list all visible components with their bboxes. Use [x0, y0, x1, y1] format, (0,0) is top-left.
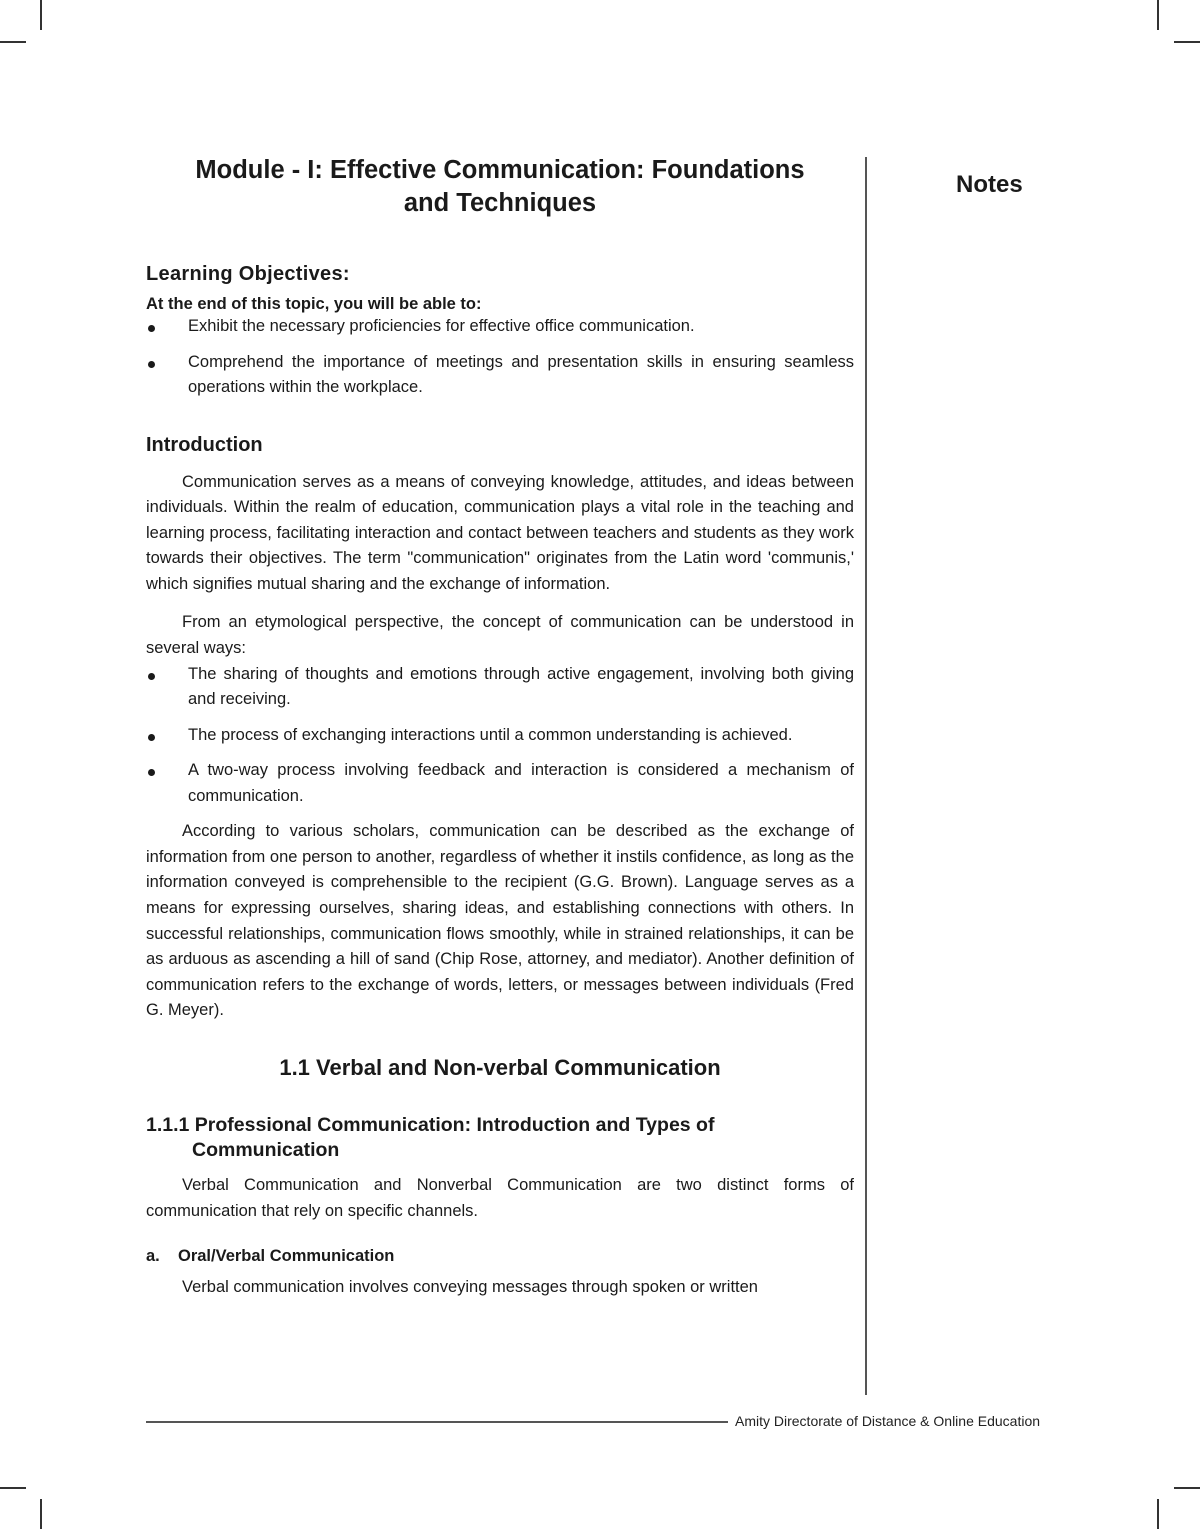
bullet-icon — [148, 361, 155, 368]
bullet-icon — [148, 673, 155, 680]
list-item — [146, 350, 854, 401]
footer-text: Amity Directorate of Distance & Online Education — [735, 1413, 1041, 1429]
definitions-paragraph: According to various scholars, communication can be described as the exchange of information from one person to another, regardless of whether it instils confidence, as long as the information conveyed is comprehensible to the recipient (G.G. Brown). Language serves as a means for expressing ourselves, sharing ideas, and establishing connections with others. In successful relationships, communication flows smoothly, while in strained relationships, it can be as arduous as ascending a hill of sand (Chip Rose, attorney, and mediator). Another definition of communication refers to the exchange of words, letters, or messages between individuals (Fred G. Meyer). — [146, 822, 854, 1020]
crop-mark — [1174, 1487, 1200, 1489]
notes-label: Notes — [956, 171, 1023, 198]
oral-communication-label: a. — [146, 1247, 160, 1266]
footer-rule — [146, 1421, 728, 1423]
page-title — [146, 154, 854, 220]
bullet-icon — [148, 734, 155, 741]
oral-communication-heading — [146, 1247, 854, 1266]
introduction-paragraph: Communication serves as a means of conveying knowledge, attitudes, and ideas between individuals. Within the realm of education, communication plays a vital role in the teaching and learning process, facilitating interaction and contact between teachers and students as they work towards their objectives. The term "communication" originates from the Latin word 'communis,' which signifies mutual sharing and the exchange of information. — [146, 472, 854, 593]
subsection-heading: 1.1.1 Professional Communication: Introduction and Types of Communication — [146, 1113, 715, 1161]
oral-communication-title: Oral/Verbal Communication — [178, 1247, 395, 1266]
list-item-text: Comprehend the importance of meetings and presentation skills in ensuring seamless operations within the workplace. — [188, 352, 854, 396]
crop-mark — [40, 0, 42, 30]
list-item-text: Exhibit the necessary proficiencies for effective office communication. — [188, 317, 695, 335]
crop-mark — [1157, 0, 1159, 30]
list-item — [146, 314, 854, 340]
bullet-icon — [148, 325, 155, 332]
list-item-text: The sharing of thoughts and emotions through active engagement, involving both giving and receiving. — [188, 664, 854, 709]
main-column — [146, 150, 854, 1301]
list-item — [146, 723, 854, 749]
bullet-icon — [148, 769, 155, 776]
learning-objectives-heading: Learning Objectives: — [146, 263, 350, 285]
list-item — [146, 758, 854, 809]
crop-mark — [1157, 1499, 1159, 1529]
crop-mark — [0, 41, 26, 43]
list-item — [146, 662, 854, 713]
learning-objectives-subheading: At the end of this topic, you will be able to: — [146, 295, 482, 313]
crop-mark — [40, 1499, 42, 1529]
page-title-line2: and Techniques — [403, 189, 597, 217]
page-title-line1: Module - I: Effective Communication: Foundations — [195, 156, 805, 184]
verbal-paragraph: Verbal communication involves conveying messages through spoken or written — [182, 1278, 758, 1297]
objectives-list — [146, 314, 854, 401]
crop-mark — [0, 1487, 26, 1489]
list-item-text: A two-way process involving feedback and interaction is considered a mechanism of communication. — [188, 761, 854, 805]
column-divider — [865, 157, 867, 1395]
crop-mark — [1174, 41, 1200, 43]
section-heading: 1.1 Verbal and Non-verbal Communication — [279, 1054, 721, 1080]
list-item-text: The process of exchanging interactions until a common understanding is achieved. — [188, 725, 793, 744]
etymology-paragraph: From an etymological perspective, the concept of communication can be understood in several ways: — [146, 613, 854, 658]
etymology-list — [146, 662, 854, 810]
introduction-heading: Introduction — [146, 433, 263, 456]
types-paragraph: Verbal Communication and Nonverbal Communication are two distinct forms of communication that rely on specific channels. — [146, 1175, 854, 1220]
